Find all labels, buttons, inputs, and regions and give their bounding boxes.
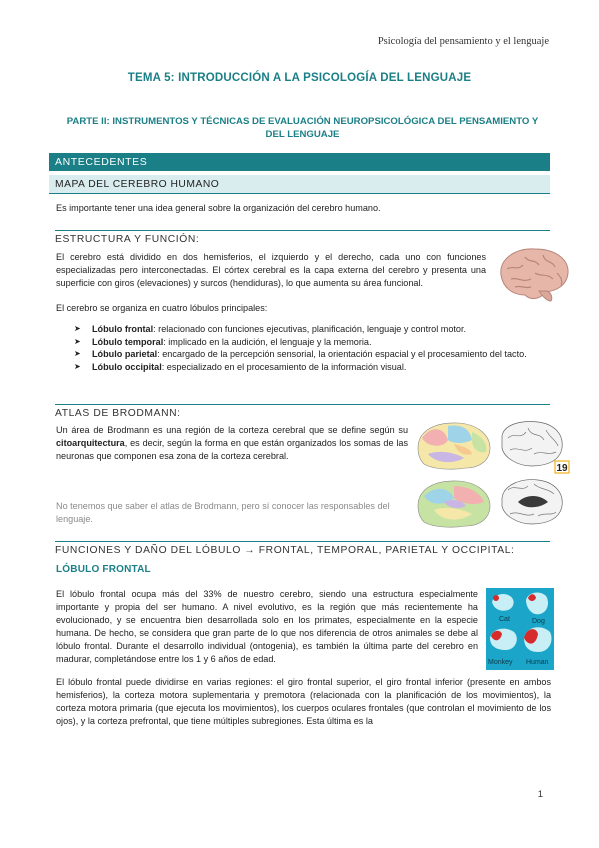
brodmann-atlas-figure bbox=[414, 418, 579, 534]
lobe-desc: : encargado de la percepción sensorial, la orientación espacial y el procesamiento del tacto. bbox=[157, 349, 527, 359]
arrow-bullet-icon: ➤ bbox=[74, 349, 81, 358]
lobe-desc: : especializado en el procesamiento de la información visual. bbox=[161, 361, 407, 372]
species-label: Dog bbox=[532, 618, 545, 625]
brain-image bbox=[495, 243, 573, 305]
area-label: 19 bbox=[556, 463, 568, 474]
arrow-bullet-icon: ➤ bbox=[74, 361, 81, 371]
heading-funciones: FUNCIONES Y DAÑO DEL LÓBULO → FRONTAL, TEMPORAL, PARIETAL Y OCCIPITAL: bbox=[55, 541, 550, 556]
species-frontal-lobe-figure bbox=[486, 588, 554, 670]
atlas-note: No tenemos que saber el atlas de Brodmann, pero sí conocer las responsables del lenguaje. bbox=[56, 501, 390, 524]
heading-estructura: ESTRUCTURA Y FUNCIÓN: bbox=[55, 230, 550, 245]
document-title: TEMA 5: INTRODUCCIÓN A LA PSICOLOGÍA DEL LENGUAJE bbox=[127, 72, 472, 84]
atlas-text: Un área de Brodmann es una región de la corteza cerebral que se define según su bbox=[56, 425, 408, 435]
arrow-bullet-icon: ➤ bbox=[74, 324, 81, 333]
arrow-bullet-icon: ➤ bbox=[74, 336, 81, 346]
list-item bbox=[66, 348, 551, 361]
section-bar-mapa: MAPA DEL CEREBRO HUMANO bbox=[49, 175, 550, 194]
atlas-term: citoarquitectura bbox=[56, 438, 125, 448]
species-label: Human bbox=[526, 659, 549, 666]
lobe-name: Lóbulo parietal bbox=[92, 349, 158, 359]
frontal-paragraph-1: El lóbulo frontal ocupa más del 33% de nuestro cerebro, siendo una estructura especialmente importante y propia del ser humano. A nivel evolutivo, es la región que más recientemente ha evolucionado, y se encuentra bien desarrollada solo en los primates, especialmente en la especie humana. De hecho, se considera que gran parte de lo que nos diferencia de otros animales se debe al lóbulo frontal. Durante el desarrollo individual (ontogenia), es también la última parte del cerebro en madurar, completándose entre los 1 y 6 años de edad. bbox=[56, 589, 478, 664]
subheading-lobulo-frontal: LÓBULO FRONTAL bbox=[56, 564, 151, 575]
lobe-desc: : relacionado con funciones ejecutivas, planificación, lenguaje y control motor. bbox=[153, 324, 467, 334]
list-item bbox=[66, 323, 551, 336]
lobe-name: Lóbulo temporal bbox=[92, 336, 164, 347]
lobes-intro: El cerebro se organiza en cuatro lóbulos principales: bbox=[56, 303, 268, 313]
section-bar-antecedentes: ANTECEDENTES bbox=[49, 153, 550, 171]
document-subtitle: PARTE II: INSTRUMENTOS Y TÉCNICAS DE EVALUACIÓN NEUROPSICOLÓGICA DEL PENSAMIENTO Y DEL LENGUAJE bbox=[66, 116, 539, 140]
lobe-name: Lóbulo occipital bbox=[92, 361, 162, 372]
lobe-name: Lóbulo frontal bbox=[92, 324, 154, 334]
species-label: Monkey bbox=[488, 659, 513, 666]
atlas-paragraph bbox=[56, 424, 408, 463]
species-label: Cat bbox=[499, 616, 510, 623]
frontal-paragraph-2: El lóbulo frontal puede dividirse en varias regiones: el giro frontal superior, el giro frontal inferior (presente en ambos hemisferios), la corteza motora suplementaria y premotora (relacionada con la planificación de los movimientos), la corteza motora primaria (que ejecuta los movimientos), los cuerpos oculares frontales (que controlan el movimiento de los ojos), y la corteza prefrontal, que tiene múltiples subregiones. Esta última es la bbox=[56, 677, 551, 726]
list-item bbox=[66, 361, 551, 374]
intro-text: Es importante tener una idea general sobre la organización del cerebro humano. bbox=[56, 203, 381, 213]
page-number: 1 bbox=[537, 789, 543, 800]
list-item bbox=[66, 336, 551, 349]
lobes-list bbox=[66, 323, 551, 373]
heading-atlas: ATLAS DE BRODMANN: bbox=[55, 404, 550, 419]
lobe-desc: : implicado en la audición, el lenguaje y la memoria. bbox=[163, 336, 372, 347]
running-header: Psicología del pensamiento y el lenguaje bbox=[377, 36, 549, 47]
atlas-text: , es decir, según la forma en que están organizados los somas de las neuronas que componen esa zona de la corteza cerebral. bbox=[56, 438, 408, 461]
estructura-paragraph: El cerebro está dividido en dos hemisferios, el izquierdo y el derecho, cada uno con funciones especializadas pero interconectadas. El córtex cerebral es la capa externa del cerebro y presenta una superficie con giros (elevaciones) y surcos (hendiduras), lo que aumenta su área funcional. bbox=[56, 252, 486, 288]
